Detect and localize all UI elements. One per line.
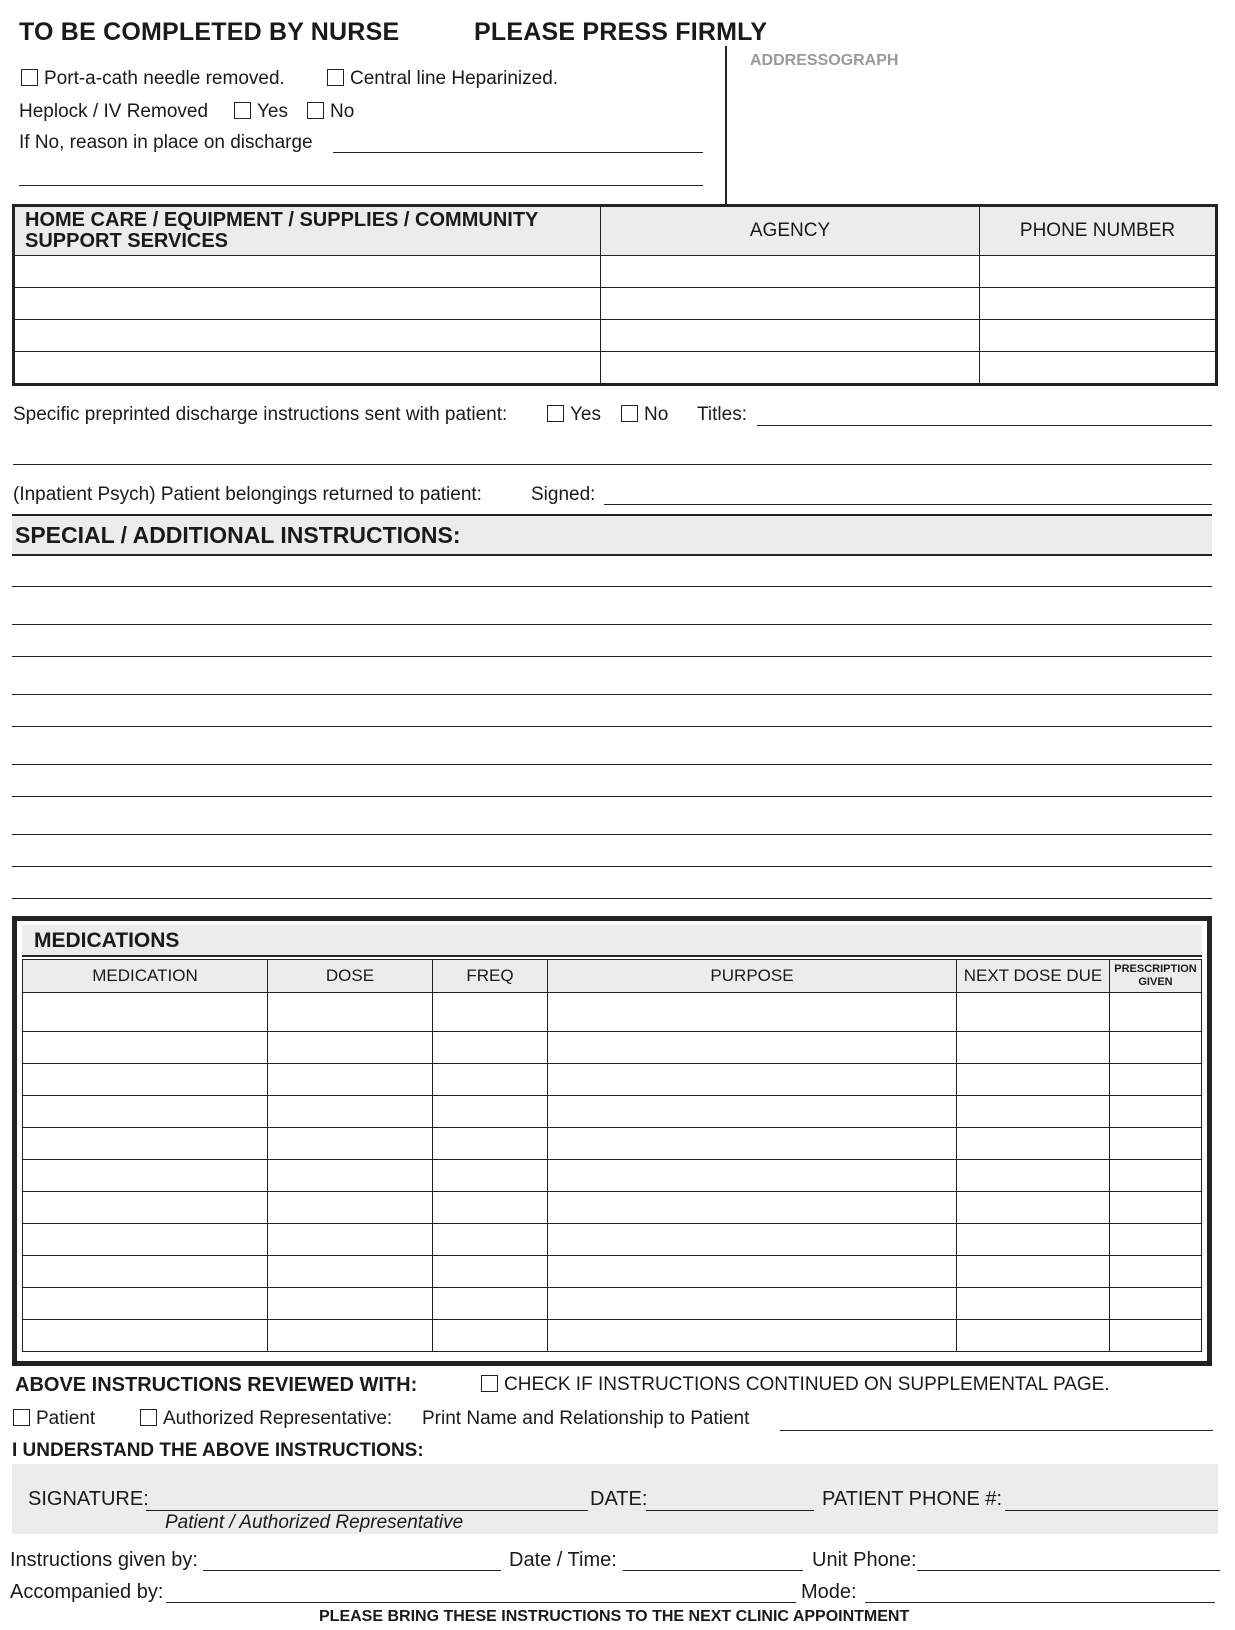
homecare-phone-header: PHONE NUMBER (980, 206, 1217, 256)
supplemental-option[interactable] (481, 1374, 1110, 1396)
medication-cell[interactable] (23, 1320, 268, 1352)
medication-cell[interactable] (23, 1192, 268, 1224)
special-instructions-line[interactable] (12, 866, 1212, 867)
preprinted-no-checkbox[interactable] (621, 405, 638, 422)
heplock-no-checkbox[interactable] (307, 102, 324, 119)
prescription-header-line1: PRESCRIPTION (1114, 963, 1197, 975)
table-row (23, 1160, 1202, 1192)
given-by-label: Instructions given by: (10, 1549, 198, 1571)
services-cell[interactable] (14, 288, 601, 320)
freq-header: FREQ (433, 960, 548, 993)
freq-cell[interactable] (433, 1096, 548, 1128)
next-dose-cell[interactable] (957, 1192, 1110, 1224)
table-row (23, 1320, 1202, 1352)
table-row (14, 288, 1217, 320)
mode-field[interactable] (865, 1602, 1215, 1603)
special-instructions-line[interactable] (12, 834, 1212, 835)
medication-cell[interactable] (23, 1032, 268, 1064)
dose-cell[interactable] (268, 1064, 433, 1096)
dose-cell[interactable] (268, 1160, 433, 1192)
authorized-option[interactable] (140, 1408, 392, 1430)
port-a-cath-checkbox[interactable] (21, 69, 38, 86)
phone-cell[interactable] (980, 320, 1217, 352)
signature-sublabel: Patient / Authorized Representative (165, 1512, 464, 1533)
heplock-label: Heplock / IV Removed (19, 101, 209, 122)
special-instructions-bar (12, 514, 1212, 556)
medication-cell[interactable] (23, 1256, 268, 1288)
medication-cell[interactable] (23, 1128, 268, 1160)
dose-header: DOSE (268, 960, 433, 993)
preprinted-yes-checkbox[interactable] (547, 405, 564, 422)
signed-label: Signed: (531, 484, 596, 505)
unit-phone-field[interactable] (917, 1570, 1220, 1571)
signature-label: SIGNATURE: (28, 1488, 149, 1510)
reviewed-with-title: ABOVE INSTRUCTIONS REVIEWED WITH: (15, 1374, 418, 1396)
belongings-label: (Inpatient Psych) Patient belongings returned to patient: (13, 484, 482, 505)
patient-checkbox[interactable] (13, 1409, 30, 1426)
addressograph-divider (725, 46, 727, 204)
port-a-cath-label: Port-a-cath needle removed. (44, 68, 285, 89)
dose-cell[interactable] (268, 1224, 433, 1256)
agency-cell[interactable] (601, 288, 980, 320)
medications-title: MEDICATIONS (34, 929, 180, 952)
special-instructions-line[interactable] (12, 898, 1212, 899)
special-instructions-line[interactable] (12, 764, 1212, 765)
dose-cell[interactable] (268, 1288, 433, 1320)
addressograph-label: ADDRESSOGRAPH (750, 52, 899, 69)
signature-field[interactable] (146, 1510, 588, 1511)
reason-label: If No, reason in place on discharge (19, 132, 313, 153)
prescription-given-header (1110, 960, 1202, 993)
heplock-no-option[interactable] (307, 101, 354, 123)
next-dose-cell[interactable] (957, 1288, 1110, 1320)
next-dose-cell[interactable] (957, 1032, 1110, 1064)
freq-cell[interactable] (433, 1256, 548, 1288)
preprinted-yes-label: Yes (570, 404, 601, 425)
medication-cell[interactable] (23, 1160, 268, 1192)
purpose-cell[interactable] (548, 1288, 957, 1320)
authorized-checkbox[interactable] (140, 1409, 157, 1426)
next-dose-cell[interactable] (957, 1320, 1110, 1352)
patient-label: Patient (36, 1408, 96, 1429)
services-cell[interactable] (14, 320, 601, 352)
dose-cell[interactable] (268, 993, 433, 1032)
heplock-yes-label: Yes (257, 101, 288, 122)
medications-header-row (23, 960, 1202, 993)
table-row (23, 1096, 1202, 1128)
purpose-cell[interactable] (548, 1128, 957, 1160)
prescription-cell[interactable] (1110, 1256, 1202, 1288)
date-time-field[interactable] (623, 1570, 803, 1571)
medications-title-bar (22, 925, 1202, 957)
freq-cell[interactable] (433, 1160, 548, 1192)
agency-cell[interactable] (601, 320, 980, 352)
signed-field[interactable] (604, 504, 1212, 505)
next-dose-cell[interactable] (957, 1256, 1110, 1288)
homecare-agency-header: AGENCY (601, 206, 980, 256)
supplemental-checkbox[interactable] (481, 1375, 498, 1392)
medications-table (22, 959, 1202, 1352)
prescription-cell[interactable] (1110, 1192, 1202, 1224)
central-line-checkbox[interactable] (327, 69, 344, 86)
prescription-header-line2: GIVEN (1138, 976, 1173, 988)
next-dose-cell[interactable] (957, 1064, 1110, 1096)
patient-phone-field[interactable] (1005, 1510, 1218, 1511)
date-field[interactable] (646, 1510, 814, 1511)
special-instructions-line[interactable] (12, 694, 1212, 695)
print-name-label: Print Name and Relationship to Patient (422, 1408, 750, 1429)
agency-cell[interactable] (601, 352, 980, 385)
special-instructions-line[interactable] (12, 726, 1212, 727)
agency-cell[interactable] (601, 256, 980, 288)
homecare-services-header: HOME CARE / EQUIPMENT / SUPPLIES / COMMUNITY SUPPORT SERVICES (14, 206, 601, 256)
purpose-cell[interactable] (548, 1256, 957, 1288)
medication-cell[interactable] (23, 993, 268, 1032)
dose-cell[interactable] (268, 1256, 433, 1288)
table-row (23, 1224, 1202, 1256)
prescription-cell[interactable] (1110, 993, 1202, 1032)
dose-cell[interactable] (268, 1128, 433, 1160)
authorized-label: Authorized Representative: (163, 1408, 393, 1429)
table-row (23, 1128, 1202, 1160)
dose-cell[interactable] (268, 1032, 433, 1064)
table-row (23, 1192, 1202, 1224)
table-row (23, 1256, 1202, 1288)
understand-title: I UNDERSTAND THE ABOVE INSTRUCTIONS: (12, 1440, 424, 1461)
medication-header: MEDICATION (23, 960, 268, 993)
dose-cell[interactable] (268, 1096, 433, 1128)
prescription-cell[interactable] (1110, 1288, 1202, 1320)
port-a-cath-option[interactable] (21, 68, 285, 90)
phone-cell[interactable] (980, 352, 1217, 385)
special-instructions-title: SPECIAL / ADDITIONAL INSTRUCTIONS: (15, 522, 461, 548)
patient-option[interactable] (13, 1408, 95, 1430)
medication-cell[interactable] (23, 1096, 268, 1128)
prescription-cell[interactable] (1110, 1032, 1202, 1064)
preprinted-yes-option[interactable] (547, 404, 601, 426)
purpose-cell[interactable] (548, 1320, 957, 1352)
next-dose-header: NEXT DOSE DUE (957, 960, 1110, 993)
heplock-yes-option[interactable] (234, 101, 288, 123)
freq-cell[interactable] (433, 1064, 548, 1096)
next-dose-cell[interactable] (957, 1160, 1110, 1192)
titles-field[interactable] (757, 425, 1212, 426)
bring-instructions-note: PLEASE BRING THESE INSTRUCTIONS TO THE NEXT CLINIC APPOINTMENT (319, 1608, 910, 1625)
table-row (23, 1032, 1202, 1064)
special-instructions-line[interactable] (12, 586, 1212, 587)
freq-cell[interactable] (433, 1192, 548, 1224)
next-dose-cell[interactable] (957, 1096, 1110, 1128)
next-dose-cell[interactable] (957, 993, 1110, 1032)
prescription-cell[interactable] (1110, 1096, 1202, 1128)
next-dose-cell[interactable] (957, 1128, 1110, 1160)
prescription-cell[interactable] (1110, 1160, 1202, 1192)
nurse-section-title: TO BE COMPLETED BY NURSE (19, 18, 400, 46)
freq-cell[interactable] (433, 1288, 548, 1320)
table-row (23, 993, 1202, 1032)
purpose-cell[interactable] (548, 1064, 957, 1096)
freq-cell[interactable] (433, 1128, 548, 1160)
prescription-cell[interactable] (1110, 1320, 1202, 1352)
titles-label: Titles: (697, 404, 747, 425)
given-by-field[interactable] (203, 1570, 501, 1571)
services-cell[interactable] (14, 256, 601, 288)
table-row (14, 352, 1217, 385)
services-cell[interactable] (14, 352, 601, 385)
preprinted-no-label: No (644, 404, 669, 425)
special-instructions-line[interactable] (12, 624, 1212, 625)
homecare-header-row (14, 206, 1217, 256)
heplock-yes-checkbox[interactable] (234, 102, 251, 119)
table-row (23, 1288, 1202, 1320)
print-name-field[interactable] (780, 1430, 1213, 1431)
heplock-no-label: No (330, 101, 355, 122)
phone-cell[interactable] (980, 288, 1217, 320)
freq-cell[interactable] (433, 1224, 548, 1256)
table-row (14, 256, 1217, 288)
supplemental-label: CHECK IF INSTRUCTIONS CONTINUED ON SUPPLEMENTAL PAGE. (504, 1374, 1110, 1395)
table-row (23, 1064, 1202, 1096)
freq-cell[interactable] (433, 1032, 548, 1064)
purpose-header: PURPOSE (548, 960, 957, 993)
reason-field[interactable] (333, 152, 703, 153)
patient-phone-label: PATIENT PHONE #: (822, 1488, 1003, 1510)
phone-cell[interactable] (980, 256, 1217, 288)
central-line-label: Central line Heparinized. (350, 68, 559, 89)
prescription-cell[interactable] (1110, 1128, 1202, 1160)
purpose-cell[interactable] (548, 1032, 957, 1064)
titles-field-line2[interactable] (13, 464, 1212, 465)
purpose-cell[interactable] (548, 993, 957, 1032)
special-instructions-line[interactable] (12, 656, 1212, 657)
date-time-label: Date / Time: (509, 1549, 617, 1571)
purpose-cell[interactable] (548, 1192, 957, 1224)
mode-label: Mode: (801, 1581, 857, 1603)
freq-cell[interactable] (433, 993, 548, 1032)
homecare-table (12, 204, 1218, 386)
medication-cell[interactable] (23, 1288, 268, 1320)
dose-cell[interactable] (268, 1192, 433, 1224)
purpose-cell[interactable] (548, 1096, 957, 1128)
prescription-cell[interactable] (1110, 1224, 1202, 1256)
table-row (14, 320, 1217, 352)
unit-phone-label: Unit Phone: (812, 1549, 917, 1571)
reason-field-line2[interactable] (19, 185, 703, 186)
press-firmly-title: PLEASE PRESS FIRMLY (474, 18, 768, 46)
next-dose-cell[interactable] (957, 1224, 1110, 1256)
special-instructions-line[interactable] (12, 796, 1212, 797)
medication-cell[interactable] (23, 1224, 268, 1256)
purpose-cell[interactable] (548, 1224, 957, 1256)
central-line-option[interactable] (327, 68, 558, 90)
medication-cell[interactable] (23, 1064, 268, 1096)
purpose-cell[interactable] (548, 1160, 957, 1192)
accompanied-field[interactable] (166, 1602, 796, 1603)
dose-cell[interactable] (268, 1320, 433, 1352)
prescription-cell[interactable] (1110, 1064, 1202, 1096)
freq-cell[interactable] (433, 1320, 548, 1352)
date-label: DATE: (590, 1488, 648, 1510)
preprinted-label: Specific preprinted discharge instructions sent with patient: (13, 404, 508, 425)
medications-box (12, 916, 1212, 1366)
accompanied-label: Accompanied by: (10, 1581, 164, 1603)
preprinted-no-option[interactable] (621, 404, 668, 426)
